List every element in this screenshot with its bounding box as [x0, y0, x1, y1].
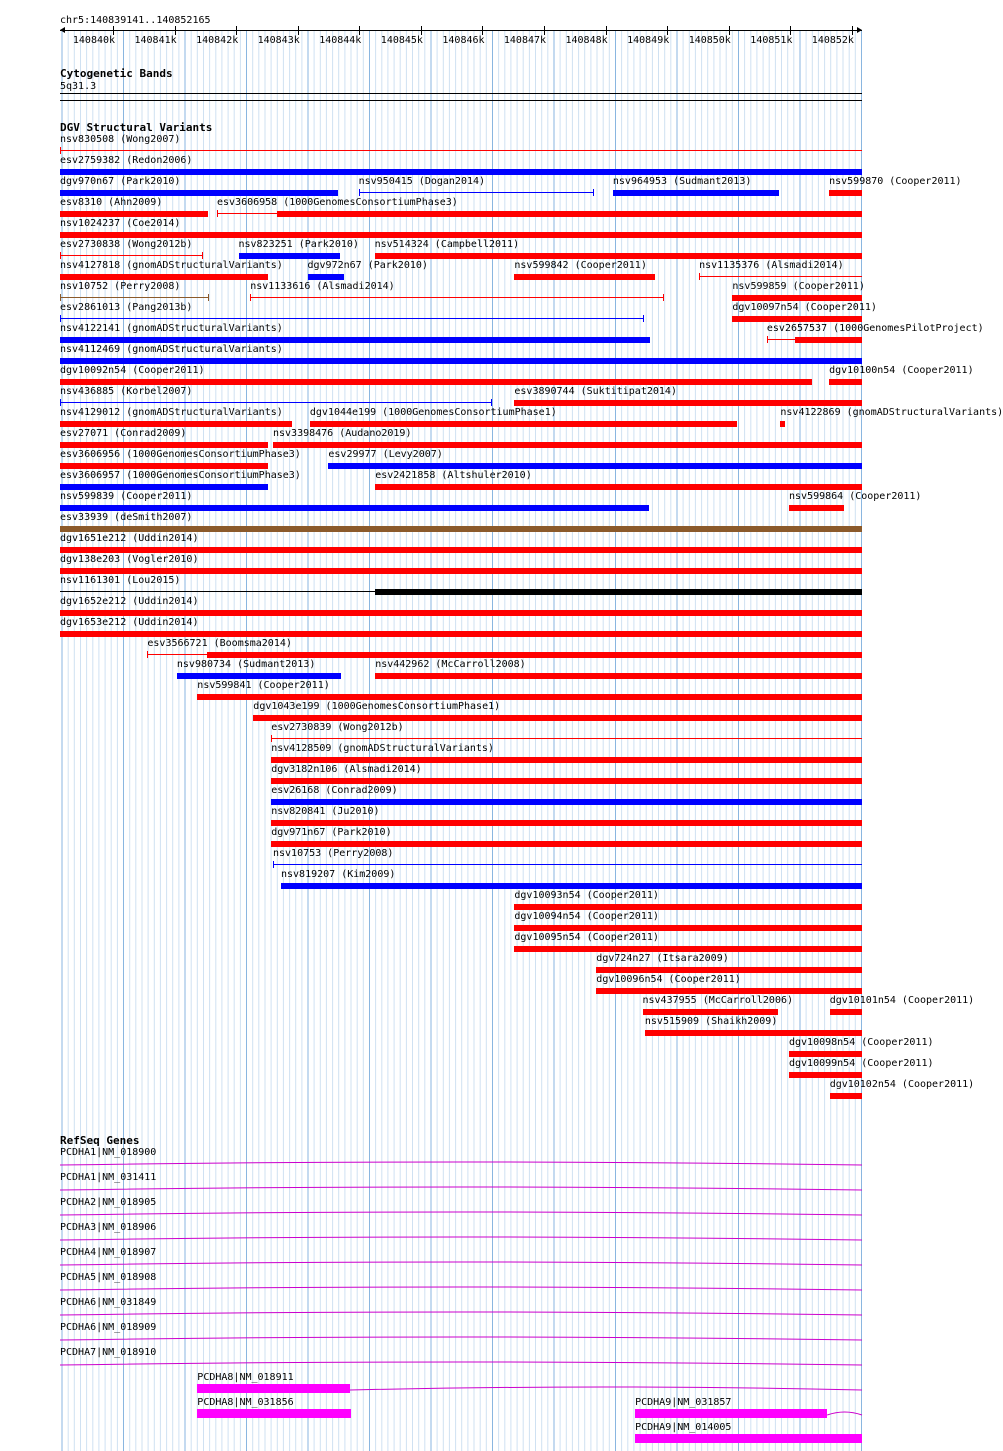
dgv-feature-bar: [514, 925, 862, 931]
dgv-feature-bar: [60, 547, 862, 553]
dgv-feature-label[interactable]: dgv10094n54 (Cooper2011): [514, 911, 659, 922]
dgv-feature-label[interactable]: dgv1651e212 (Uddin2014): [60, 533, 199, 544]
dgv-feature-label[interactable]: nsv4122869 (gnomADStructuralVariants): [780, 407, 1003, 418]
dgv-feature-label[interactable]: nsv819207 (Kim2009): [281, 869, 396, 880]
refseq-intron: [0, 1282, 890, 1294]
dgv-feature-line: [699, 276, 862, 277]
location-label: chr5:140839141..140852165: [60, 15, 211, 26]
dgv-feature-bar: [271, 820, 862, 826]
dgv-feature-label[interactable]: esv27071 (Conrad2009): [60, 428, 187, 439]
ruler-tick-label: 140850k: [688, 35, 731, 46]
refseq-title: RefSeq Genes: [60, 1134, 140, 1147]
dgv-feature-line: [60, 297, 209, 298]
dgv-feature-bar: [643, 1009, 779, 1015]
dgv-feature-bar: [239, 253, 341, 259]
dgv-feature-label[interactable]: nsv599842 (Cooper2011): [514, 260, 647, 271]
dgv-feature-bar: [375, 673, 862, 679]
dgv-feature-cap: [60, 315, 61, 322]
ruler-tick-label: 140840k: [72, 35, 116, 46]
dgv-feature-bar: [830, 1009, 862, 1015]
dgv-feature-label[interactable]: dgv10102n54 (Cooper2011): [829, 1079, 975, 1090]
dgv-feature-bar: [281, 883, 862, 889]
ruler-tick: [175, 26, 176, 35]
dgv-feature-label[interactable]: nsv599864 (Cooper2011): [789, 491, 922, 502]
ruler-tick: [359, 26, 360, 35]
dgv-feature-label[interactable]: nsv4128509 (gnomADStructuralVariants): [271, 743, 494, 754]
dgv-feature-cap: [767, 336, 768, 343]
dgv-feature-label[interactable]: esv2759382 (Redon2006): [60, 155, 193, 166]
dgv-feature-label[interactable]: esv2657537 (1000GenomesPilotProject): [766, 323, 984, 334]
dgv-feature-label[interactable]: nsv10752 (Perry2008): [60, 281, 181, 292]
ruler-tick-label: 140845k: [380, 35, 423, 46]
dgv-feature-label[interactable]: esv26168 (Conrad2009): [271, 785, 398, 796]
cytoband-title: Cytogenetic Bands: [60, 67, 173, 80]
ruler-tick: [729, 26, 730, 35]
dgv-feature-line: [359, 192, 594, 193]
dgv-feature-label[interactable]: nsv4122141 (gnomADStructuralVariants): [60, 323, 283, 334]
dgv-feature-bar: [60, 442, 268, 448]
refseq-intron: [0, 1207, 890, 1219]
dgv-feature-bar: [273, 442, 862, 448]
dgv-feature-label[interactable]: dgv10093n54 (Cooper2011): [514, 890, 659, 901]
dgv-title: DGV Structural Variants: [60, 121, 213, 134]
ruler-tick-label: 140848k: [565, 35, 608, 46]
dgv-feature-bar: [596, 988, 862, 994]
ruler-tick-label: 140843k: [257, 35, 300, 46]
ruler-tick: [667, 26, 668, 35]
dgv-feature-bar: [60, 379, 812, 385]
dgv-feature-label[interactable]: nsv820841 (Ju2010): [271, 806, 380, 817]
dgv-feature-label[interactable]: nsv10753 (Perry2008): [273, 848, 394, 859]
cytoband-label: 5q31.3: [60, 81, 97, 92]
dgv-feature-bar: [60, 169, 862, 175]
dgv-feature-label[interactable]: nsv4112469 (gnomADStructuralVariants): [60, 344, 283, 355]
dgv-feature-label[interactable]: nsv437955 (McCarroll2006): [642, 995, 794, 1006]
refseq-gene-label[interactable]: PCDHA2|NM_018905: [60, 1197, 157, 1208]
dgv-feature-label[interactable]: dgv1653e212 (Uddin2014): [60, 617, 199, 628]
dgv-feature-bar: [596, 967, 862, 973]
dgv-feature-label[interactable]: esv33939 (deSmith2007): [60, 512, 193, 523]
dgv-feature-label[interactable]: nsv599870 (Cooper2011): [829, 176, 962, 187]
dgv-feature-label[interactable]: nsv599839 (Cooper2011): [60, 491, 193, 502]
dgv-feature-bar: [271, 799, 862, 805]
ruler-right-arrow: [857, 27, 862, 33]
refseq-intron: [0, 1382, 890, 1394]
dgv-feature-label[interactable]: dgv1043e199 (1000GenomesConsortiumPhase1): [253, 701, 501, 712]
dgv-feature-bar: [732, 316, 862, 322]
dgv-feature-bar: [60, 421, 292, 427]
refseq-gene-label[interactable]: PCDHA1|NM_018900: [60, 1147, 157, 1158]
dgv-feature-label[interactable]: dgv10095n54 (Cooper2011): [514, 932, 659, 943]
refseq-exon: [635, 1434, 862, 1443]
dgv-feature-label[interactable]: esv2421858 (Altshuler2010): [375, 470, 532, 481]
refseq-intron: [0, 1407, 890, 1419]
refseq-gene-label[interactable]: PCDHA8|NM_018911: [197, 1372, 294, 1383]
dgv-feature-cap: [593, 189, 594, 196]
dgv-feature-bar: [375, 253, 862, 259]
refseq-intron: [0, 1232, 890, 1244]
dgv-feature-bar: [795, 337, 862, 343]
dgv-feature-label[interactable]: dgv10100n54 (Cooper2011): [829, 365, 974, 376]
ruler-tick-label: 140841k: [134, 35, 177, 46]
dgv-feature-label[interactable]: nsv830508 (Wong2007): [60, 134, 181, 145]
dgv-feature-label[interactable]: dgv971n67 (Park2010): [271, 827, 392, 838]
ruler-left-arrow: [60, 27, 65, 33]
dgv-feature-bar: [60, 610, 862, 616]
dgv-feature-bar: [253, 715, 862, 721]
dgv-feature-cap: [60, 294, 61, 301]
refseq-gene-label[interactable]: PCDHA7|NM_018910: [60, 1347, 157, 1358]
dgv-feature-label[interactable]: dgv10096n54 (Cooper2011): [596, 974, 741, 985]
dgv-feature-label[interactable]: dgv1652e212 (Uddin2014): [60, 596, 199, 607]
dgv-feature-cap: [359, 189, 360, 196]
dgv-feature-bar: [271, 778, 862, 784]
dgv-feature-label[interactable]: nsv1135376 (Alsmadi2014): [699, 260, 844, 271]
dgv-feature-bar: [197, 694, 862, 700]
dgv-feature-label[interactable]: dgv10092n54 (Cooper2011): [60, 365, 205, 376]
dgv-feature-bar: [60, 358, 862, 364]
dgv-feature-label[interactable]: dgv10099n54 (Cooper2011): [789, 1058, 934, 1069]
dgv-feature-label[interactable]: nsv1024237 (Coe2014): [60, 218, 181, 229]
dgv-feature-label[interactable]: nsv964953 (Sudmant2013): [612, 176, 752, 187]
dgv-feature-bar: [829, 379, 862, 385]
cytoband-line: [60, 93, 862, 94]
refseq-gene-label[interactable]: PCDHA5|NM_018908: [60, 1272, 157, 1283]
dgv-feature-label[interactable]: nsv514324 (Campbell2011): [374, 239, 520, 250]
dgv-feature-label[interactable]: esv2861013 (Pang2013b): [60, 302, 193, 313]
dgv-feature-cap: [250, 294, 251, 301]
dgv-feature-line: [60, 150, 862, 151]
dgv-feature-bar: [207, 652, 862, 658]
dgv-feature-label[interactable]: nsv4127818 (gnomADStructuralVariants): [60, 260, 283, 271]
dgv-feature-label[interactable]: dgv138e203 (Vogler2010): [60, 554, 199, 565]
dgv-feature-label[interactable]: dgv1044e199 (1000GenomesConsortiumPhase1): [309, 407, 557, 418]
dgv-feature-bar: [613, 190, 779, 196]
dgv-feature-bar: [310, 421, 737, 427]
dgv-feature-bar: [60, 463, 268, 469]
dgv-feature-bar: [177, 673, 341, 679]
dgv-feature-bar: [514, 946, 862, 952]
refseq-gene-label[interactable]: PCDHA9|NM_014005: [635, 1422, 732, 1433]
dgv-feature-bar: [277, 211, 862, 217]
dgv-feature-cap: [643, 315, 644, 322]
dgv-feature-bar: [732, 295, 862, 301]
dgv-feature-bar: [271, 757, 862, 763]
ruler-tick: [421, 26, 422, 35]
refseq-intron: [0, 1307, 890, 1319]
dgv-feature-bar: [328, 463, 862, 469]
ruler-tick: [544, 26, 545, 35]
ruler-tick-label: 140847k: [503, 35, 547, 46]
dgv-feature-label[interactable]: nsv436885 (Korbel2007): [60, 386, 193, 397]
dgv-feature-line: [60, 402, 492, 403]
dgv-feature-cap: [147, 651, 148, 658]
dgv-feature-label[interactable]: esv2730839 (Wong2012b): [271, 722, 404, 733]
ruler-tick: [113, 26, 114, 35]
refseq-gene-label[interactable]: PCDHA1|NM_031411: [60, 1172, 157, 1183]
dgv-feature-bar: [789, 1051, 862, 1057]
dgv-feature-label[interactable]: esv3890744 (Suktitipat2014): [514, 386, 677, 397]
dgv-feature-cap: [699, 273, 700, 280]
dgv-feature-label[interactable]: dgv10101n54 (Cooper2011): [829, 995, 975, 1006]
dgv-feature-bar: [60, 526, 862, 532]
dgv-feature-cap: [60, 252, 61, 259]
dgv-feature-label[interactable]: dgv10097n54 (Cooper2011): [732, 302, 877, 313]
dgv-feature-bar: [780, 421, 785, 427]
ruler-axis: [60, 30, 862, 31]
refseq-intron: [0, 1257, 890, 1269]
dgv-feature-bar: [645, 1030, 862, 1036]
dgv-feature-cap: [273, 861, 274, 868]
refseq-gene-label[interactable]: PCDHA6|NM_018909: [60, 1322, 157, 1333]
dgv-feature-label[interactable]: nsv3398476 (Audano2019): [273, 428, 412, 439]
dgv-feature-bar: [60, 211, 208, 217]
dgv-feature-bar: [60, 337, 650, 343]
dgv-feature-bar: [60, 484, 268, 490]
ruler-tick: [236, 26, 237, 35]
dgv-feature-label[interactable]: esv29977 (Levy2007): [328, 449, 443, 460]
refseq-intron: [0, 1357, 890, 1369]
dgv-feature-cap: [60, 399, 61, 406]
ruler-tick: [298, 26, 299, 35]
ruler-tick-label: 140849k: [627, 35, 670, 46]
dgv-feature-label[interactable]: dgv970n67 (Park2010): [60, 176, 181, 187]
refseq-gene-label[interactable]: PCDHA9|NM_031857: [635, 1397, 732, 1408]
refseq-intron: [0, 1332, 890, 1344]
refseq-gene-label[interactable]: PCDHA4|NM_018907: [60, 1247, 157, 1258]
dgv-feature-bar: [60, 568, 862, 574]
dgv-feature-bar: [60, 274, 268, 280]
dgv-feature-line: [273, 864, 862, 865]
dgv-feature-label[interactable]: esv3606957 (1000GenomesConsortiumPhase3): [60, 470, 301, 481]
refseq-intron: [0, 1182, 890, 1194]
dgv-feature-bar: [60, 232, 862, 238]
ruler-tick: [852, 26, 853, 35]
dgv-feature-label[interactable]: nsv1133616 (Alsmadi2014): [250, 281, 395, 292]
refseq-gene-label[interactable]: PCDHA8|NM_031856: [197, 1397, 294, 1408]
track-separator: [60, 100, 862, 101]
dgv-feature-bar: [789, 505, 844, 511]
dgv-feature-cap: [60, 147, 61, 154]
dgv-feature-label[interactable]: esv8310 (Ahn2009): [60, 197, 163, 208]
dgv-feature-bar: [60, 505, 649, 511]
dgv-feature-bar: [375, 589, 862, 595]
dgv-feature-bar: [514, 274, 654, 280]
dgv-feature-bar: [514, 904, 862, 910]
dgv-feature-bar: [308, 274, 344, 280]
dgv-feature-bar: [789, 1072, 862, 1078]
dgv-feature-bar: [829, 190, 862, 196]
dgv-feature-label[interactable]: nsv1161301 (Lou2015): [60, 575, 181, 586]
ruler-tick-label: 140852k: [811, 35, 854, 46]
dgv-feature-cap: [217, 210, 218, 217]
refseq-intron: [0, 1157, 890, 1169]
dgv-feature-cap: [491, 399, 492, 406]
ruler-tick-label: 140846k: [442, 35, 485, 46]
dgv-feature-label[interactable]: nsv599859 (Cooper2011): [732, 281, 865, 292]
dgv-feature-bar: [271, 841, 862, 847]
dgv-feature-label[interactable]: nsv599841 (Cooper2011): [197, 680, 330, 691]
refseq-gene-label[interactable]: PCDHA3|NM_018906: [60, 1222, 157, 1233]
dgv-feature-label[interactable]: esv3606956 (1000GenomesConsortiumPhase3): [60, 449, 301, 460]
dgv-feature-label[interactable]: nsv980734 (Sudmant2013): [176, 659, 316, 670]
ruler-tick-label: 140844k: [319, 35, 362, 46]
dgv-feature-cap: [271, 735, 272, 742]
dgv-feature-cap: [663, 294, 664, 301]
dgv-feature-label[interactable]: nsv4129012 (gnomADStructuralVariants): [60, 407, 283, 418]
dgv-feature-label[interactable]: nsv442962 (McCarroll2008): [375, 659, 526, 670]
dgv-feature-label[interactable]: dgv3182n106 (Alsmadi2014): [271, 764, 422, 775]
ruler-tick: [482, 26, 483, 35]
dgv-feature-bar: [375, 484, 862, 490]
dgv-feature-label[interactable]: dgv724n27 (Itsara2009): [596, 953, 729, 964]
ruler-tick: [790, 26, 791, 35]
dgv-feature-label[interactable]: esv3566721 (Boomsma2014): [147, 638, 292, 649]
dgv-feature-label[interactable]: nsv515909 (Shaikh2009): [644, 1016, 778, 1027]
dgv-feature-bar: [60, 190, 338, 196]
dgv-feature-line: [60, 318, 644, 319]
dgv-feature-label[interactable]: dgv10098n54 (Cooper2011): [789, 1037, 934, 1048]
dgv-feature-label[interactable]: dgv972n67 (Park2010): [307, 260, 428, 271]
ruler-tick-label: 140842k: [196, 35, 239, 46]
dgv-feature-line: [60, 255, 203, 256]
dgv-feature-label[interactable]: esv3606958 (1000GenomesConsortiumPhase3): [217, 197, 458, 208]
ruler-tick-label: 140851k: [750, 35, 793, 46]
dgv-feature-line: [271, 738, 862, 739]
dgv-feature-label[interactable]: nsv823251 (Park2010): [238, 239, 359, 250]
dgv-feature-line: [250, 297, 664, 298]
ruler-tick: [606, 26, 607, 35]
dgv-feature-label[interactable]: nsv950415 (Dogan2014): [358, 176, 486, 187]
dgv-feature-bar: [60, 631, 862, 637]
dgv-feature-label[interactable]: esv2730838 (Wong2012b): [60, 239, 193, 250]
refseq-gene-label[interactable]: PCDHA6|NM_031849: [60, 1297, 157, 1308]
dgv-feature-bar: [514, 400, 862, 406]
dgv-feature-cap: [202, 252, 203, 259]
dgv-feature-cap: [208, 294, 209, 301]
dgv-feature-bar: [830, 1093, 862, 1099]
